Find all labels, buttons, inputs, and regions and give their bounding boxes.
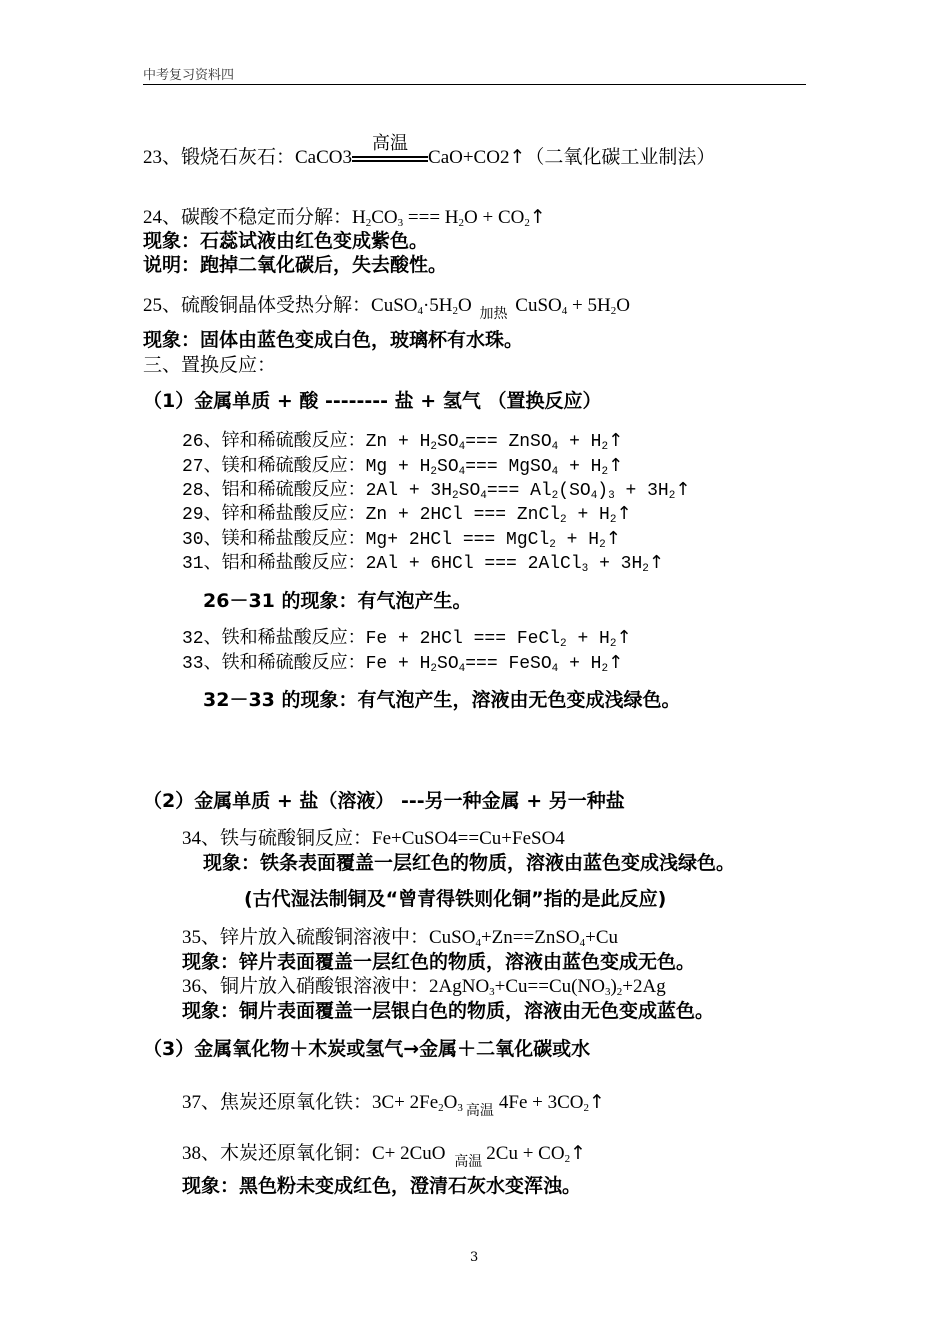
reaction-27: 27、镁和稀硫酸反应：$Mg + H_2SO_4===$ MgSO$_4$ + $H_2↑$ [182, 455, 624, 478]
header-rule [143, 84, 806, 85]
phenomenon-36: 现象：铜片表面覆盖一层银白色的物质，溶液由无色变成蓝色。 [182, 1000, 715, 1022]
subsection-1-title: （1）金属单质 + 酸 -------- 盐 + 氢气 （置换反应） [143, 390, 602, 412]
reaction-29: 29、锌和稀盐酸反应：Zn + 2HCl === ZnCl$_2$ + $H_2↑$ [182, 503, 632, 526]
explanation-24: 说明：跑掉二氧化碳后，失去酸性。 [143, 254, 448, 276]
reaction-28: 28、铝和稀硫酸反应：$2Al + 3H_2SO_4=== Al_2(SO_4)_3$ + $3H_2↑$ [182, 479, 691, 502]
phenomenon-26-31: 26－31 的现象：有气泡产生。 [203, 590, 472, 612]
subsection-3-title: （3）金属氧化物＋木炭或氢气→金属＋二氧化碳或水 [143, 1038, 591, 1060]
reaction-30: 30、镁和稀盐酸反应：Mg+ 2HCl === MgCl$_2$ + $H_2↑$ [182, 528, 621, 551]
reaction-36: 36、铜片放入硝酸银溶液中：$2AgNO_3+Cu==Cu(NO_3)_2+2Ag$ [182, 976, 666, 998]
condition-high-temp: 高温 [352, 143, 428, 163]
phenomenon-35: 现象：锌片表面覆盖一层红色的物质，溶液由蓝色变成无色。 [182, 951, 696, 973]
page-number: 3 [470, 1250, 479, 1265]
phenomenon-32-33: 32－33 的现象：有气泡产生，溶液由无色变成浅绿色。 [203, 689, 681, 711]
phenomenon-24: 现象：石蕊试液由红色变成紫色。 [143, 230, 429, 252]
reaction-26: 26、锌和稀硫酸反应：$Zn + H_2SO_4===$ ZnSO$_4$ + $H_2↑$ [182, 430, 624, 453]
subsection-2-title: （2）金属单质 + 盐（溶液） ---另一种金属 + 另一种盐 [143, 790, 625, 812]
reaction-32: 32、铁和稀盐酸反应：Fe + 2HCl === FeCl$_2$ + $H_2↑$ [182, 627, 632, 650]
reaction-23: 23、锻烧石灰石：CaCO3 高温 CaO+CO2↑（二氧化碳工业制法） [143, 133, 716, 168]
reaction-33: 33、铁和稀硫酸反应：$Fe + H_2SO_4===$ FeSO$_4$ + $H_2↑$ [182, 652, 624, 675]
reaction-34: 34、铁与硫酸铜反应：Fe+CuSO4==Cu+FeSO4 [182, 828, 565, 849]
section-3-title: 三、置换反应： [143, 354, 277, 376]
phenomenon-34: 现象：铁条表面覆盖一层红色的物质，溶液由蓝色变成浅绿色。 [203, 852, 736, 874]
reaction-38: 38、木炭还原氧化铜：C+ 2CuO 高温 $2Cu + CO_2↑$ [182, 1142, 587, 1170]
phenomenon-25: 现象：固体由蓝色变成白色，玻璃杯有水珠。 [143, 329, 524, 351]
phenomenon-38: 现象：黑色粉未变成红色，澄清石灰水变浑浊。 [182, 1175, 582, 1197]
reaction-25: 25、硫酸铜晶体受热分解：$CuSO_4\cdot 5H_2O$ 加热 CuSO$_4$ + $5H_2O$ [143, 295, 630, 322]
reaction-35: 35、锌片放入硫酸铜溶液中：CuSO$_4$+Zn==ZnSO$_4$+Cu [182, 927, 619, 949]
note-34: (古代湿法制铜及“曾青得铁则化铜”指的是此反应) [244, 888, 667, 910]
reaction-37: 37、焦炭还原氧化铁：$3C+ 2Fe_2O_3$ 高温 $4Fe + 3CO_2↑$ [182, 1091, 605, 1119]
reaction-31: 31、铝和稀盐酸反应：2Al + 6HCl === 2AlCl$_3$ + $3H_2↑$ [182, 552, 664, 575]
page-header-title: 中考复习资料四 [143, 68, 235, 83]
reaction-24: 24、碳酸不稳定而分解：$H_2CO_3$ === $H_2O$ + $CO_2↑$ [143, 206, 546, 229]
